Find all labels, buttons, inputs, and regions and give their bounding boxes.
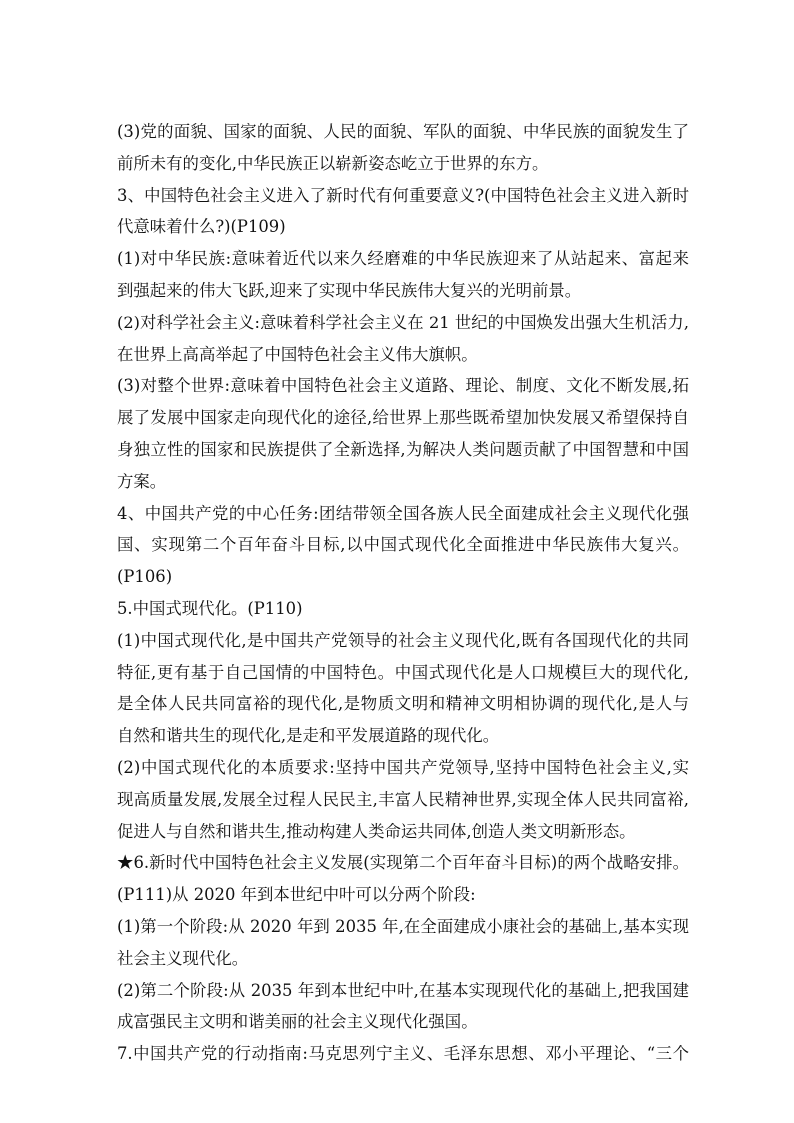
text-line: 现高质量发展,发展全过程人民民主,丰富人民精神世界,实现全体人民共同富裕,	[117, 789, 689, 809]
text-line: 代意味着什么?)(P109)	[117, 217, 286, 237]
text-line: (P106)	[117, 567, 173, 587]
document-body	[117, 116, 689, 1070]
text-line: 特征,更有基于自己国情的中国特色。中国式现代化是人口规模巨大的现代化,	[117, 662, 689, 682]
text-line: 展了发展中国家走向现代化的途径,给世界上那些既希望加快发展又希望保持自	[117, 408, 689, 428]
text-line: 是全体人民共同富裕的现代化,是物质文明和精神文明相协调的现代化,是人与	[117, 694, 689, 714]
text-line: 前所未有的变化,中华民族正以崭新姿态屹立于世界的东方。	[117, 153, 549, 173]
text-line: 4、中国共产党的中心任务:团结带领全国各族人民全面建成社会主义现代化强	[117, 503, 689, 523]
text-line: 国、实现第二个百年奋斗目标,以中国式现代化全面推进中华民族伟大复兴。	[117, 535, 689, 555]
text-line: 身独立性的国家和民族提供了全新选择,为解决人类问题贡献了中国智慧和中国	[117, 439, 689, 459]
text-line: (3)对整个世界:意味着中国特色社会主义道路、理论、制度、文化不断发展,拓	[117, 376, 689, 396]
text-line: 成富强民主文明和谐美丽的社会主义现代化强国。	[117, 1012, 478, 1032]
text-line: (1)中国式现代化,是中国共产党领导的社会主义现代化,既有各国现代化的共同	[117, 630, 689, 650]
text-line: (3)党的面貌、国家的面貌、人民的面貌、军队的面貌、中华民族的面貌发生了	[117, 122, 689, 141]
text-line: (2)对科学社会主义:意味着科学社会主义在 21 世纪的中国焕发出强大生机活力,	[117, 312, 689, 332]
text-line: 方案。	[117, 471, 167, 491]
text-line: 到强起来的伟大飞跃,迎来了实现中华民族伟大复兴的光明前景。	[117, 280, 582, 300]
text-line: ★6.新时代中国特色社会主义发展(实现第二个百年奋斗目标)的两个战略安排。	[117, 853, 689, 873]
text-line: (2)中国式现代化的本质要求:坚持中国共产党领导,坚持中国特色社会主义,实	[117, 757, 689, 777]
text-line: 7.中国共产党的行动指南:马克思列宁主义、毛泽东思想、邓小平理论、“三个	[117, 1044, 689, 1064]
text-line: 自然和谐共生的现代化,是走和平发展道路的现代化。	[117, 726, 500, 746]
text-line: 5.中国式现代化。(P110)	[117, 598, 303, 618]
text-line: (1)对中华民族:意味着近代以来久经磨难的中华民族迎来了从站起来、富起来	[117, 249, 689, 269]
text-line: 社会主义现代化。	[117, 948, 249, 968]
text-line: (2)第二个阶段:从 2035 年到本世纪中叶,在基本实现现代化的基础上,把我国建	[117, 980, 689, 1000]
text-line: 在世界上高高举起了中国特色社会主义伟大旗帜。	[117, 344, 478, 364]
text-line: 促进人与自然和谐共生,推动构建人类命运共同体,创造人类文明新形态。	[117, 821, 636, 841]
text-line: (P111)从 2020 年到本世纪中叶可以分两个阶段:	[117, 885, 476, 905]
text-line: 3、中国特色社会主义进入了新时代有何重要意义?(中国特色社会主义进入新时	[117, 185, 689, 205]
text-line: (1)第一个阶段:从 2020 年到 2035 年,在全面建成小康社会的基础上,基本实现	[117, 916, 689, 936]
